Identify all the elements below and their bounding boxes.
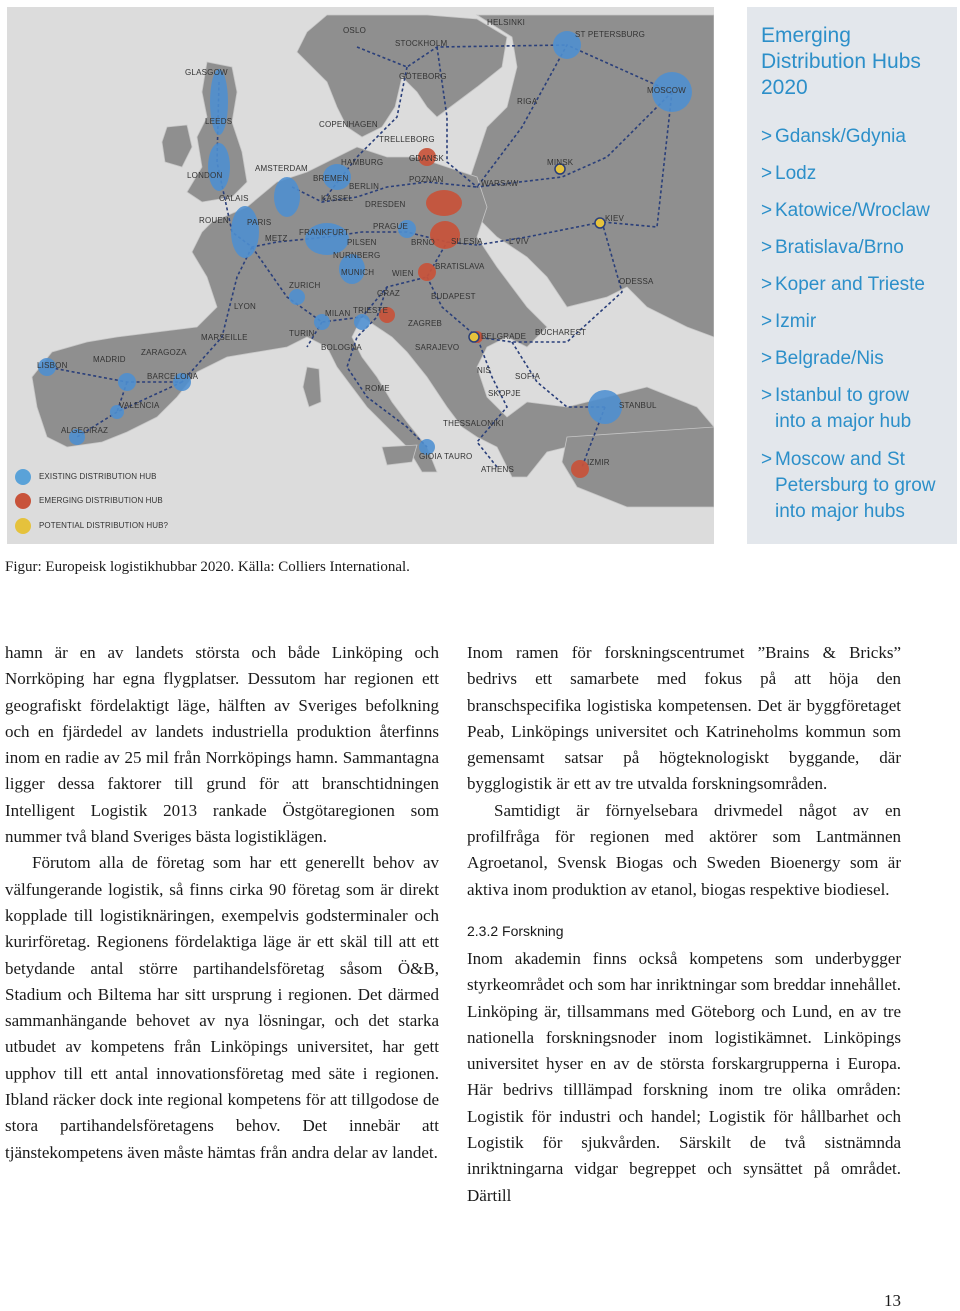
- city-label: SKOPJE: [488, 389, 521, 398]
- legend-potential-swatch: [15, 518, 31, 534]
- city-label: MOSCOW: [647, 86, 686, 95]
- chevron-right-icon: >: [761, 348, 773, 369]
- city-label: OSLO: [343, 26, 367, 35]
- legend-existing-swatch: [15, 469, 31, 485]
- city-label: STANBUL: [619, 401, 657, 410]
- city-label: BOLOGNA: [321, 343, 362, 352]
- chevron-right-icon: >: [761, 126, 773, 147]
- hub-label: Istanbul to grow into a major hub: [775, 385, 912, 432]
- city-label: LEEDS: [205, 117, 233, 126]
- hub-label: Gdansk/Gdynia: [775, 126, 906, 147]
- paragraph: Inom ramen för forskningscentrumet ”Brains & Bricks” bedrivs ett samarbete med fokus på att höja den branschspecifika logistiska kompetensen. Det är byggföretaget Peab, Linköpings universitet och Katrineholms kommun som gemensamt satsar på högteknologiskt byggande, där bygglogistik är ett av tre utvalda forskningsområden.: [467, 643, 901, 794]
- chevron-right-icon: >: [761, 200, 773, 221]
- city-label: PRAGUE: [373, 222, 408, 231]
- chevron-right-icon: >: [761, 311, 773, 332]
- city-label: CALAIS: [219, 194, 249, 203]
- city-label: RIGA: [517, 97, 538, 106]
- page-number: 13: [884, 1291, 901, 1310]
- city-label: TURIN: [289, 329, 315, 338]
- city-label: ZAGREB: [408, 319, 443, 328]
- text-column-left: [5, 640, 439, 1166]
- legend-existing-label: EXISTING DISTRIBUTION HUB: [39, 472, 157, 481]
- chevron-right-icon: >: [761, 274, 773, 295]
- city-label: SILESIA: [451, 237, 483, 246]
- city-label: MINSK: [547, 158, 574, 167]
- city-label: ZURICH: [289, 281, 321, 290]
- legend-potential-label: POTENTIAL DISTRIBUTION HUB?: [39, 521, 169, 530]
- city-label: ROUEN: [199, 216, 229, 225]
- hub-label: Moscow and St Petersburg to grow into major hubs: [775, 449, 936, 522]
- chevron-right-icon: >: [761, 385, 773, 406]
- hub-label: Lodz: [775, 163, 817, 184]
- city-label: MADRID: [93, 355, 126, 364]
- figure-caption: Figur: Europeisk logistikhubbar 2020. Källa: Colliers International.: [5, 559, 410, 575]
- city-label: COPENHAGEN: [319, 120, 378, 129]
- legend-emerging-label: EMERGING DISTRIBUTION HUB: [39, 496, 163, 505]
- hub-item-moscow: [761, 447, 953, 525]
- hub-item-izmir: [761, 309, 953, 335]
- city-label: ATHENS: [481, 465, 515, 474]
- text-column-right: [467, 640, 901, 1209]
- city-label: HELSINKI: [487, 18, 526, 27]
- city-label: GÖTEBORG: [399, 72, 447, 81]
- paragraph: Samtidigt är förnyelsebara drivmedel något av en profilfråga för regionen med aktörer som Lantmännen Agroetanol, Svensk Biogas och Sweden Bioenergy som är aktiva inom produktion av etanol, biogas respektive biodiesel.: [467, 800, 901, 899]
- city-label: METZ: [265, 234, 288, 243]
- hub-label: Izmir: [775, 311, 817, 332]
- chevron-right-icon: >: [761, 449, 773, 470]
- city-label: MILAN: [325, 309, 351, 318]
- section-heading: 2.3.2 Forskning: [467, 922, 564, 939]
- city-label: TRELLEBORG: [379, 135, 435, 144]
- city-label: GLASGOW: [185, 68, 228, 77]
- city-label: NURNBERG: [333, 251, 381, 260]
- city-label: LISBON: [37, 361, 68, 370]
- city-label: WIEN: [392, 269, 414, 278]
- city-label: GIOIA TAURO: [419, 452, 473, 461]
- city-label: SOFIA: [515, 372, 541, 381]
- city-label: PARIS: [247, 218, 272, 227]
- city-label: L'VIV: [509, 237, 529, 246]
- city-label: FRANKFURT: [299, 228, 350, 237]
- city-label: TRIESTE: [353, 306, 389, 315]
- chevron-right-icon: >: [761, 237, 773, 258]
- city-label: BRATISLAVA: [435, 262, 485, 271]
- legend-emerging-swatch: [15, 493, 31, 509]
- city-label: WARSAW: [481, 179, 519, 188]
- hub-label: Koper and Trieste: [775, 274, 925, 295]
- hub-item-belgrade: [761, 346, 953, 372]
- panel-title: Emerging Distribution Hubs 2020: [761, 24, 921, 99]
- city-label: BUCHAREST: [535, 328, 587, 337]
- hub-item-gdansk: [761, 124, 953, 150]
- paragraph: Förutom alla de företag som har ett generellt behov av välfungerande logistik, så finns cirka 90 företag som är direkt kopplade till logistiknäringen, exempelvis godsterminaler och kurirföretag. Regionens fördelaktiga läge är ett skäl till att ett betydande antal större partihandelsföretag såsom Ö&B, Stadium och Biltema har sitt ursprung i regionen. Det därmed sammanhängande behovet av nya lösningar, och det starka utbudet av kompetens från Linköpings universitet, har gett upphov till ett antal innovationsföretag med säte i regionen. Ibland räcker dock inte regional kompetens för att tillgodose de stora partihandelsföretagens behov. Det innebär att tjänstekompetens även måste hämtas från andra delar av landet.: [5, 853, 439, 1162]
- city-label: ROME: [365, 384, 390, 393]
- city-label: BERLIN: [349, 182, 380, 191]
- city-label: GRAZ: [377, 289, 401, 298]
- city-label: BRNO: [411, 238, 435, 247]
- city-label: KASSEL: [321, 194, 354, 203]
- hub-label: Bratislava/Brno: [775, 237, 904, 258]
- city-label: DRESDEN: [365, 200, 406, 209]
- city-label: GDANSK: [409, 154, 444, 163]
- city-label: BUDAPEST: [431, 292, 476, 301]
- city-label: ZARAGOZA: [141, 348, 187, 357]
- hub-item-bratislava: [761, 235, 953, 261]
- city-label: ST PETERSBURG: [575, 30, 646, 39]
- city-label: POZNAN: [409, 175, 444, 184]
- city-label: HAMBURG: [341, 158, 384, 167]
- city-label: ODESSA: [619, 277, 654, 286]
- city-label: NIS: [477, 366, 491, 375]
- city-label: THESSALONIKI: [443, 419, 504, 428]
- city-label: SARAJEVO: [415, 343, 460, 352]
- city-label: STOCKHOLM: [395, 39, 448, 48]
- hub-label: Belgrade/Nis: [775, 348, 884, 369]
- hubs-panel: [747, 7, 957, 544]
- paragraph: Inom akademin finns också kompetens som underbygger styrkeområdet och som har inriktningar som breddar innehållet. Linköping är, tillsammans med Göteborg och Lund, en av tre nationella forskningsnoder inom logistikämnet. Linköpings universitet hyser en av de största forskargrupperna i Europa. Här bedrivs tilllämpad forskning inom tre olika områden: Logistik för industri och handel; Logistik för hållbarhet och Logistik för sjukvården. Särskilt de två sistnämnda inriktningarna vidgar begreppet och synsättet på området. Därtill: [467, 948, 901, 1205]
- city-label: MUNICH: [341, 268, 375, 277]
- city-label: PILSEN: [347, 238, 377, 247]
- city-label: ALGECIRAZ: [61, 426, 109, 435]
- hub-item-koper: [761, 272, 953, 298]
- city-label: KIEV: [605, 214, 625, 223]
- hub-item-istanbul: [761, 383, 953, 435]
- chevron-right-icon: >: [761, 163, 773, 184]
- paragraph: hamn är en av landets största och både Linköping och Norrköping har egna flygplatser. Dessutom har regionen ett geografiskt fördelaktigt läge, hälften av Sveriges befolkning och en fjärdedel av landets industriella produktion återfinns inom en radie av 25 mil från Norrköpings hamn. Sammantagna ligger dessa faktorer till grund för att branschtidningen Intelligent Logistik 2013 rankade Östgötaregionen som nummer två bland Sveriges bästa logistiklägen.: [5, 643, 439, 847]
- city-label: LONDON: [187, 171, 223, 180]
- city-label: IZMIR: [587, 458, 610, 467]
- city-label: BREMEN: [313, 174, 349, 183]
- city-label: BARCELONA: [147, 372, 199, 381]
- hub-item-katowice: [761, 198, 953, 224]
- city-label: AMSTERDAM: [255, 164, 308, 173]
- hub-item-lodz: [761, 161, 953, 187]
- figure: [7, 7, 957, 544]
- hub-label: Katowice/Wroclaw: [775, 200, 930, 221]
- city-label: LYON: [234, 302, 256, 311]
- city-label: MARSEILLE: [201, 333, 248, 342]
- city-label: BELGRADE: [481, 332, 527, 341]
- europe-map: [7, 7, 714, 544]
- city-label: VALENCIA: [119, 401, 160, 410]
